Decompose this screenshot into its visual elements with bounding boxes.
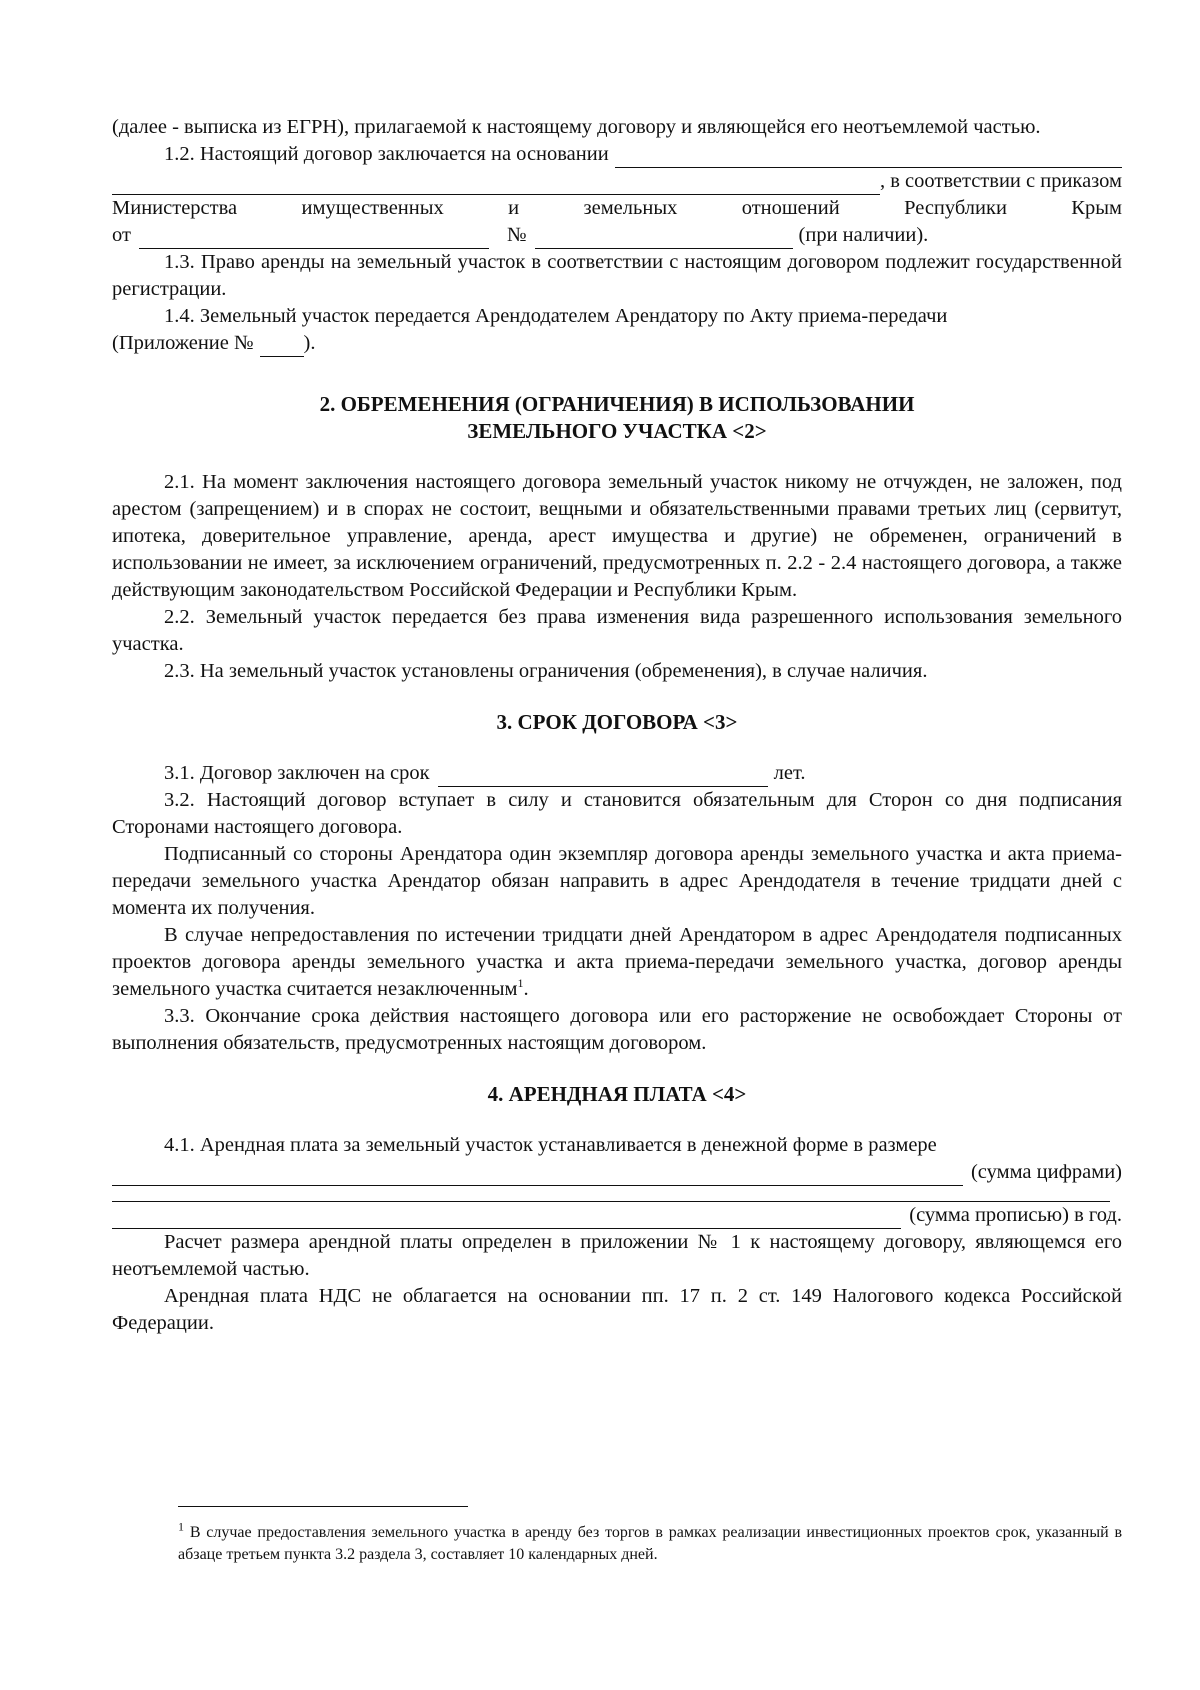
clause-1-2-line: [112, 141, 1122, 168]
clause-1-3: 1.3. Право аренды на земельный участок в соответствии с настоящим договором подлежит государственной регистрации.: [112, 251, 1122, 300]
clause-3-2-c: [112, 922, 1122, 1003]
clause-3-3: 3.3. Окончание срока действия настоящего договора или его расторжение не освобождает Стороны от выполнения обязательств, предусмотренных настоящим договором.: [112, 1005, 1122, 1054]
term-label: 3.1. Договор заключен на срок: [164, 762, 430, 784]
sum-words-blank-line: [112, 1186, 1122, 1202]
clause-2-1: 2.1. На момент заключения настоящего договора земельный участок никому не отчужден, не заложен, под арестом (запрещением) и в спорах не состоит, вещными и обязательственными правами третьих лиц (сервитут, ипотека, доверительное управление, аренда, арест имущества и другие) не обременен, ограничений в использовании не имеет, за исключением ограничений, предусмотренных п. 2.2 - 2.4 настоящего договора, а также действующим законодательством Российской Федерации и Республики Крым.: [112, 471, 1122, 601]
term-blank[interactable]: [438, 764, 768, 787]
clause-2-3: 2.3. На земельный участок установлены ограничения (обременения), в случае наличия.: [164, 660, 928, 682]
sum-words-blank-1[interactable]: [112, 1187, 1110, 1202]
sum-digits-label: (сумма цифрами): [970, 1161, 1122, 1183]
if-any-text: (при наличии).: [798, 224, 929, 246]
clause-2-2: 2.2. Земельный участок передается без права изменения вида разрешенного использования земельного участка.: [112, 606, 1122, 655]
appendix-label: (Приложение №: [112, 332, 254, 354]
ministry-word: имущественных: [301, 197, 444, 219]
sum-digits-blank[interactable]: [112, 1163, 963, 1186]
clause-3-2-c-end: .: [523, 978, 529, 1000]
number-label: №: [506, 224, 527, 246]
ministry-word: и: [508, 197, 520, 219]
ministry-word: Крым: [1071, 197, 1122, 219]
ministry-word: земельных: [583, 197, 678, 219]
clause-1-2-label: 1.2. Настоящий договор заключается на основании: [164, 143, 609, 165]
order-number-blank[interactable]: [535, 226, 793, 249]
order-date-line: [112, 222, 1122, 249]
sum-digits-line: [112, 1159, 1122, 1186]
ministry-line: [112, 195, 1122, 222]
section-4-heading: 4. АРЕНДНАЯ ПЛАТА <4>: [487, 1082, 747, 1106]
basis-blank-1[interactable]: [615, 145, 1122, 168]
clause-4-1-b: Расчет размера арендной платы определен в приложении № 1 к настоящему договору, являющемся его неотъемлемой частью.: [112, 1231, 1122, 1280]
clause-1-2-line-2: [112, 168, 1122, 195]
footnote-text: В случае предоставления земельного участка в аренду без торгов в рамках реализации инвестиционных проектов срок, указанный в абзаце третьем пункта 3.2 раздела 3, составляет 10 календарных дней.: [178, 1524, 1123, 1563]
from-label: от: [112, 224, 131, 246]
clause-1-4: 1.4. Земельный участок передается Арендодателем Арендатору по Акту приема-передачи: [164, 305, 948, 327]
footnote: [178, 1519, 1123, 1566]
footnote-ref[interactable]: 1: [517, 976, 524, 991]
ministry-word: Министерства: [112, 197, 238, 219]
basis-blank-2[interactable]: [112, 172, 880, 195]
order-date-blank[interactable]: [139, 226, 489, 249]
term-unit: лет.: [773, 762, 806, 784]
appendix-end: ).: [303, 332, 316, 354]
ministry-word: Республики: [904, 197, 1007, 219]
clause-3-1-line: [112, 760, 1122, 787]
sum-words-line: [112, 1202, 1122, 1229]
clause-1-4-appendix: [112, 330, 1122, 357]
footnote-mark: 1: [178, 1519, 184, 1534]
appendix-number-blank[interactable]: [260, 334, 304, 357]
clause-4-1-c: Арендная плата НДС не облагается на основании пп. 17 п. 2 ст. 149 Налогового кодекса Российской Федерации.: [112, 1285, 1122, 1334]
section-2-heading-line-1: 2. ОБРЕМЕНЕНИЯ (ОГРАНИЧЕНИЯ) В ИСПОЛЬЗОВАНИИ: [319, 392, 915, 416]
clause-3-2-b: Подписанный со стороны Арендатора один экземпляр договора аренды земельного участка и акта приема-передачи земельного участка Арендатор обязан направить в адрес Арендодателя в течение тридцати дней с момента их получения.: [112, 843, 1122, 919]
clause-4-1: 4.1. Арендная плата за земельный участок устанавливается в денежной форме в размере: [164, 1134, 937, 1156]
clause-3-2-c-text: В случае непредоставления по истечении тридцати дней Арендатором в адрес Арендодателя подписанных проектов договора аренды земельного участка и акта приема-передачи земельного участка, договор аренды земельного участка считается незаключенным: [112, 924, 1122, 1000]
clause-3-2: 3.2. Настоящий договор вступает в силу и становится обязательным для Сторон со дня подписания Сторонами настоящего договора.: [112, 789, 1122, 838]
ministry-word: отношений: [741, 197, 840, 219]
order-text: , в соответствии с приказом: [880, 170, 1122, 192]
paragraph-1-1-continuation: (далее - выписка из ЕГРН), прилагаемой к настоящему договору и являющейся его неотъемлемой частью.: [112, 116, 1041, 138]
document-body: [112, 114, 1122, 1337]
sum-words-blank-2[interactable]: [112, 1206, 901, 1229]
section-3-heading: 3. СРОК ДОГОВОРА <3>: [496, 710, 738, 734]
section-2-heading-line-2: ЗЕМЕЛЬНОГО УЧАСТКА <2>: [467, 419, 767, 443]
sum-words-label: (сумма прописью) в год.: [909, 1204, 1122, 1226]
footnote-separator: [178, 1506, 468, 1507]
